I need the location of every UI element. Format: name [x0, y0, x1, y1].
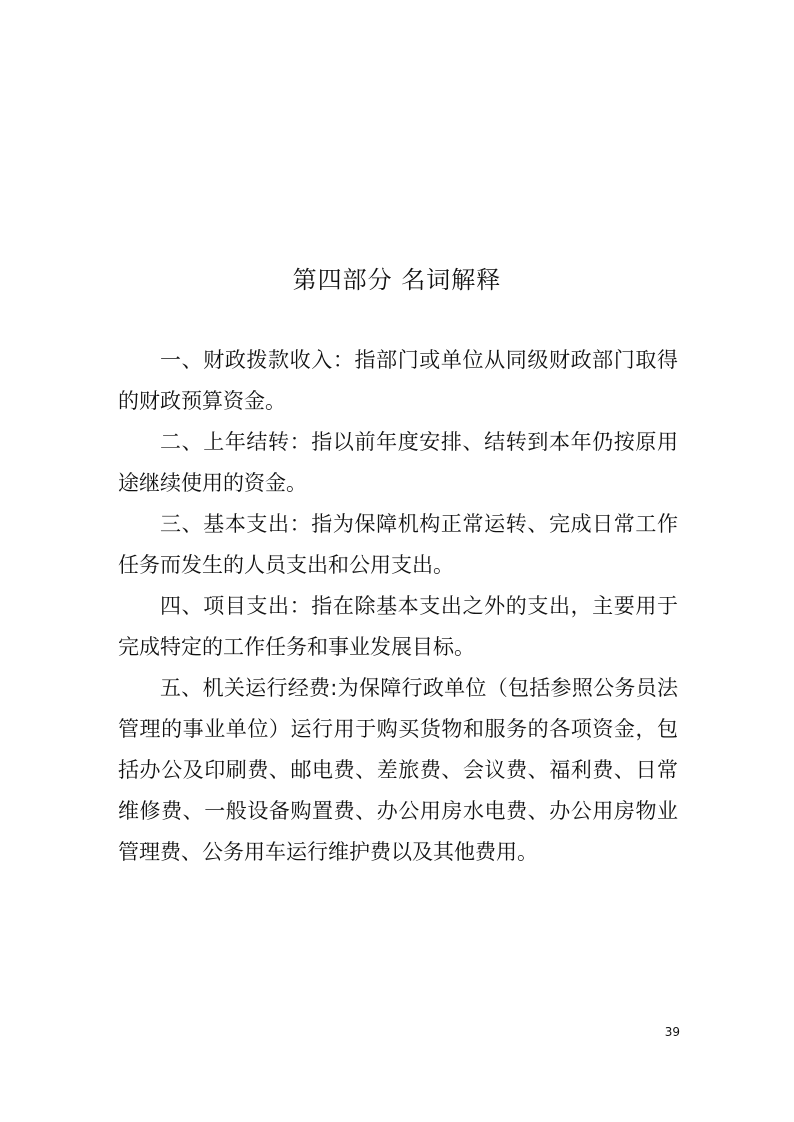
definition-text: 为保障行政单位（包括参照公务员法管理的事业单位）运行用于购买货物和服务的各项资金，包括办公及印刷费、邮电费、差旅费、会议费、福利费、日常维修费、一般设备购置费、办公用房水电费、办公用房物业管理费、公务用车运行维护费以及其他费用。 [118, 676, 679, 864]
definitions-list [118, 340, 678, 873]
definition-text: 指在除基本支出之外的支出，主要用于完成特定的工作任务和事业发展目标。 [118, 594, 679, 659]
definition-paragraph [118, 340, 678, 422]
definition-text: 指为保障机构正常运转、完成日常工作任务而发生的人员支出和公用支出。 [118, 512, 679, 577]
definition-paragraph [118, 504, 678, 586]
definition-term: 三、基本支出： [160, 512, 312, 536]
definition-text: 指以前年度安排、结转到本年仍按原用途继续使用的资金。 [118, 430, 679, 495]
definition-text: 指部门或单位从同级财政部门取得的财政预算资金。 [118, 348, 679, 413]
definition-paragraph [118, 668, 678, 873]
definition-paragraph [118, 586, 678, 668]
definition-term: 四、项目支出： [160, 594, 312, 618]
definition-term: 一、财政拨款收入： [160, 348, 355, 372]
page-number: 39 [664, 1025, 680, 1039]
page-title: 第四部分 名词解释 [292, 266, 502, 294]
definition-term: 二、上年结转： [160, 430, 312, 454]
definition-term: 五、机关运行经费: [160, 676, 338, 700]
definition-paragraph [118, 422, 678, 504]
